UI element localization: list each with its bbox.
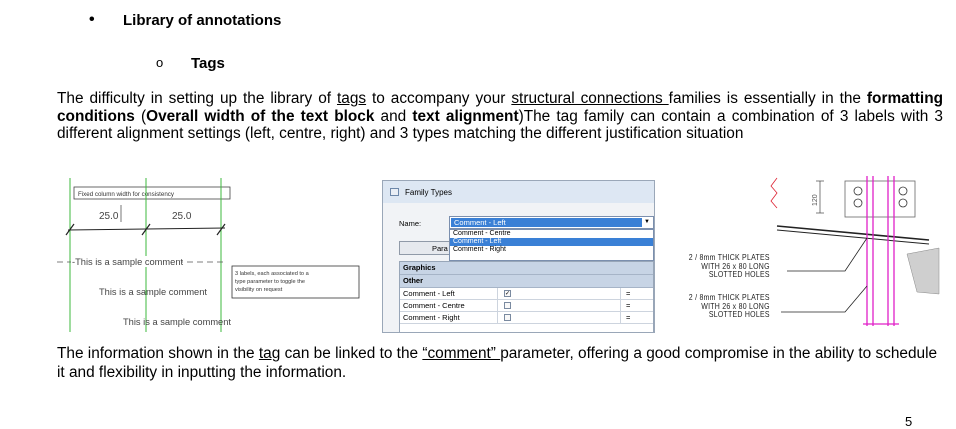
comment-left-aligned: -This is a sample comment: [72, 257, 184, 267]
beam-flange-lower: [777, 230, 929, 244]
parameter-row: [400, 288, 653, 300]
heading-text: Library of annotations: [123, 12, 282, 29]
intro-paragraph: [57, 90, 943, 143]
parameters-button-label: Para: [432, 244, 448, 253]
type-name-dropdown[interactable]: [449, 216, 654, 229]
bold-formatting-conditions: formatting conditions: [57, 90, 944, 125]
selected-type: Comment - Left: [451, 218, 642, 227]
bullet-icon: •: [89, 11, 95, 28]
plate-note-1-line-2: WITH 26 x 80 LONG: [701, 260, 770, 271]
plate-note-2-line-3: SLOTTED HOLES: [709, 309, 770, 319]
dialog-titlebar: [383, 181, 655, 203]
subheading-text: Tags: [191, 55, 225, 72]
plate-note-1-line-3: SLOTTED HOLES: [709, 269, 770, 279]
dimension-left: 25.0: [99, 211, 119, 222]
group-graphics[interactable]: Graphics: [400, 262, 653, 275]
comment-centre-aligned: This is a sample comment: [99, 287, 207, 297]
closing-paragraph: [57, 345, 943, 382]
dimension-value: 120: [812, 194, 819, 206]
text-run: can be linked to the: [280, 345, 423, 362]
comment-parameter-link[interactable]: “comment”: [422, 345, 501, 362]
text-run: and: [374, 107, 413, 125]
tag-link[interactable]: tag: [258, 345, 281, 362]
structural-connections-link[interactable]: structural connections: [511, 90, 669, 107]
formula-cell[interactable]: =: [626, 313, 631, 322]
formula-cell[interactable]: =: [626, 289, 631, 298]
comment-right-aligned: This is a sample comment: [123, 317, 231, 327]
plate-note-2-line-1: 2 / 8mm THICK PLATES: [689, 292, 770, 302]
parameter-name: Comment - Centre: [403, 301, 465, 310]
hollow-bullet-icon: o: [156, 55, 164, 70]
parameter-name: Comment - Right: [403, 313, 460, 322]
checkbox[interactable]: [504, 302, 511, 309]
break-line: [771, 178, 777, 208]
text-run: The information shown in the: [57, 345, 259, 362]
option-comment-left[interactable]: Comment - Left: [450, 238, 653, 246]
plate-note-2-line-2: WITH 26 x 80 LONG: [701, 300, 770, 311]
parameter-row: [400, 312, 653, 324]
text-run: to accompany your: [366, 90, 512, 107]
note-line-2: type parameter to toggle the: [235, 279, 305, 285]
tag-alignment-figure: [57, 178, 362, 332]
option-comment-right[interactable]: Comment - Right: [453, 246, 506, 253]
parameter-row: [400, 300, 653, 312]
parameter-grid: [399, 261, 654, 333]
chevron-down-icon[interactable]: ▼: [644, 219, 650, 225]
text-run: )The tag family can contain a combination of 3 labels with 3 different alignment settings (left, centre, right) and 3 types matching the different justification situation: [57, 107, 943, 143]
note1-leader: [787, 238, 867, 271]
dimension-right: 25.0: [172, 211, 192, 222]
plate-note-1-line-1: 2 / 8mm THICK PLATES: [689, 252, 770, 262]
text-run: (: [134, 107, 147, 125]
name-label: Name:: [399, 219, 422, 228]
text-run: The difficulty in setting up the library of: [57, 90, 337, 107]
group-other[interactable]: Other: [400, 275, 653, 288]
text-run: families is essentially in the: [668, 90, 867, 107]
beam-flange: [777, 226, 929, 240]
option-comment-centre[interactable]: Comment - Centre: [453, 230, 511, 237]
connection-detail-figure: [677, 176, 941, 336]
hatched-section: [907, 248, 939, 294]
formula-cell[interactable]: =: [626, 301, 631, 310]
tags-link[interactable]: tags: [336, 90, 367, 107]
tag-alignment-sketch: [57, 178, 362, 332]
bold-text-alignment: text alignment: [412, 107, 519, 125]
family-types-dialog: [382, 180, 655, 333]
plate-note-2: [689, 293, 770, 319]
checkbox[interactable]: ✓: [505, 291, 511, 297]
bold-overall-width: Overall width of the text block: [146, 107, 375, 125]
checkbox[interactable]: [504, 314, 511, 321]
page-number: 5: [905, 414, 913, 429]
note-line-1: 3 labels, each associated to a: [235, 271, 309, 277]
plate-note-1: [689, 253, 770, 279]
note2-leader: [781, 286, 867, 312]
note-line-3: visibility on request: [235, 287, 283, 293]
text-run: parameter, offering a good compromise in the ability to schedule it and flexibility in inputting the information.: [57, 345, 938, 381]
window-icon: [390, 188, 399, 196]
type-options-list[interactable]: [449, 229, 654, 261]
fixed-width-label: Fixed column width for consistency: [78, 191, 174, 198]
parameter-name: Comment - Left: [403, 289, 455, 298]
dialog-title: Family Types: [405, 188, 452, 197]
